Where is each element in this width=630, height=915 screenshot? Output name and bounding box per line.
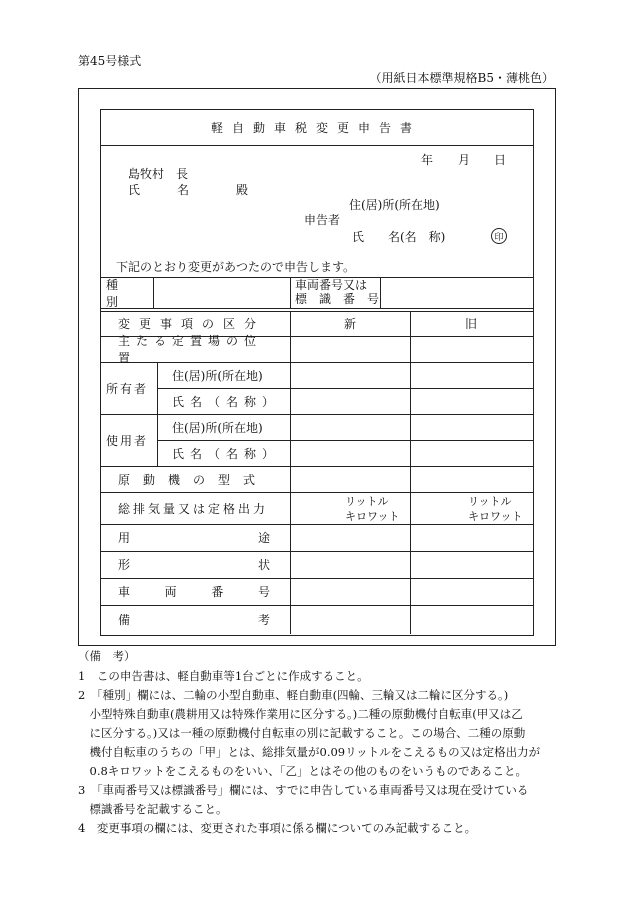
- addressee-name-label-2: 名: [177, 183, 190, 197]
- applicant-name-label: 氏 名(名 称): [352, 230, 446, 244]
- old-unit-liter: リットル: [468, 495, 512, 508]
- divider: [100, 145, 533, 146]
- owner-label: 所有者: [106, 381, 149, 396]
- owner-name-label: 氏名（名称）: [172, 394, 281, 409]
- paper-spec: （用紙日本標準規格B5・薄桃色）: [369, 71, 554, 85]
- note-line: 4 変更事項の欄には、変更された事項に係る欄についてのみ記載すること。: [78, 821, 477, 835]
- divider: [410, 311, 411, 634]
- vehicle-no-label-line1: 車両番号又は: [295, 278, 368, 292]
- divider: [380, 277, 381, 308]
- addressee-name-label: 氏: [128, 183, 141, 197]
- note-line: 標識番号を記載すること。: [78, 802, 228, 816]
- new-unit-liter: リットル: [345, 495, 389, 508]
- divider: [290, 277, 291, 308]
- user-name-label: 氏名（名称）: [172, 446, 281, 461]
- notes-heading: （備 考）: [78, 649, 136, 663]
- date-month: 月: [458, 153, 471, 167]
- owner-address-label: 住(居)所(所在地): [172, 368, 263, 383]
- shape-label-char-2: 状: [257, 558, 270, 572]
- motor-type-label: 原動機の型式: [118, 472, 269, 487]
- note-line: 3 「車両番号又は標識番号」欄には、すでに申告している車両番号又は現在受けている: [78, 783, 529, 797]
- form-title: 軽自動車税変更申告書: [210, 120, 421, 135]
- note-line: 機付自転車のうちの「甲」とは、総排気量が0.09リットルをこえるもの又は定格出力が: [78, 745, 541, 759]
- divider: [153, 277, 154, 308]
- note-line: 1 この申告書は、軽自動車等1台ごとに作成すること。: [78, 669, 369, 683]
- shape-label-char-1: 形: [118, 558, 131, 572]
- note-line: 0.8キロワットをこえるものをいい、「乙」とはその他のものをいうものであること。: [78, 764, 527, 778]
- old-unit-kw: キロワット: [468, 510, 523, 523]
- applicant-address-label: 住(居)所(所在地): [349, 198, 440, 212]
- vehicle-number-char-4: 号: [257, 585, 270, 599]
- vehicle-number-char-2: 両: [164, 585, 177, 599]
- shape-label: [118, 551, 270, 578]
- storage-location-label: 主たる定置場の位置: [118, 334, 263, 365]
- intro-text: 下記のとおり変更があつたので申告します。: [116, 260, 356, 274]
- vehicle-no-label: [295, 278, 379, 306]
- divider: [290, 311, 291, 634]
- remarks-label-char-2: 考: [257, 613, 270, 627]
- new-unit-kw: キロワット: [345, 510, 400, 523]
- usage-label-char-1: 用: [118, 531, 131, 545]
- vehicle-number-label: [118, 578, 270, 605]
- user-address-label: 住(居)所(所在地): [172, 420, 263, 435]
- note-line: 小型特殊自動車(農耕用又は特殊作業用に区分する。)二種の原動機付自転車(甲又は乙: [78, 707, 523, 721]
- header-new-label: 新: [343, 317, 356, 331]
- vehicle-no-label-line2: 標 識 番 号: [295, 292, 380, 306]
- user-label: 使用者: [106, 433, 149, 448]
- form-number: 第45号様式: [78, 54, 142, 68]
- usage-label: [118, 524, 270, 551]
- applicant-label: 申告者: [304, 213, 341, 227]
- divider: [100, 414, 533, 415]
- vehicle-number-char-1: 車: [118, 585, 131, 599]
- date-day: 日: [494, 153, 507, 167]
- displacement-label: 総排気量又は定格出力: [118, 501, 269, 516]
- seal-icon: 印: [491, 228, 507, 244]
- divider: [100, 308, 533, 309]
- usage-label-char-2: 途: [257, 531, 270, 545]
- header-old-label: 旧: [464, 317, 477, 331]
- header-item-label: 変更事項の区分: [118, 317, 266, 331]
- addressee-honorific: 殿: [236, 183, 249, 197]
- note-line: 2 「種別」欄には、二輪の小型自動車、軽自動車(四輪、三輪又は二輪に区分する。): [78, 688, 509, 702]
- type-label: 種 別: [106, 278, 143, 309]
- remarks-label: [118, 605, 270, 634]
- vehicle-number-char-3: 番: [211, 585, 224, 599]
- date-year: 年: [421, 153, 434, 167]
- addressee-office: 島牧村 長: [128, 167, 189, 181]
- note-line: に区分する。)又は一種の原動機付自転車の別に記載すること。この場合、二種の原動: [78, 726, 526, 740]
- remarks-label-char-1: 備: [118, 613, 131, 627]
